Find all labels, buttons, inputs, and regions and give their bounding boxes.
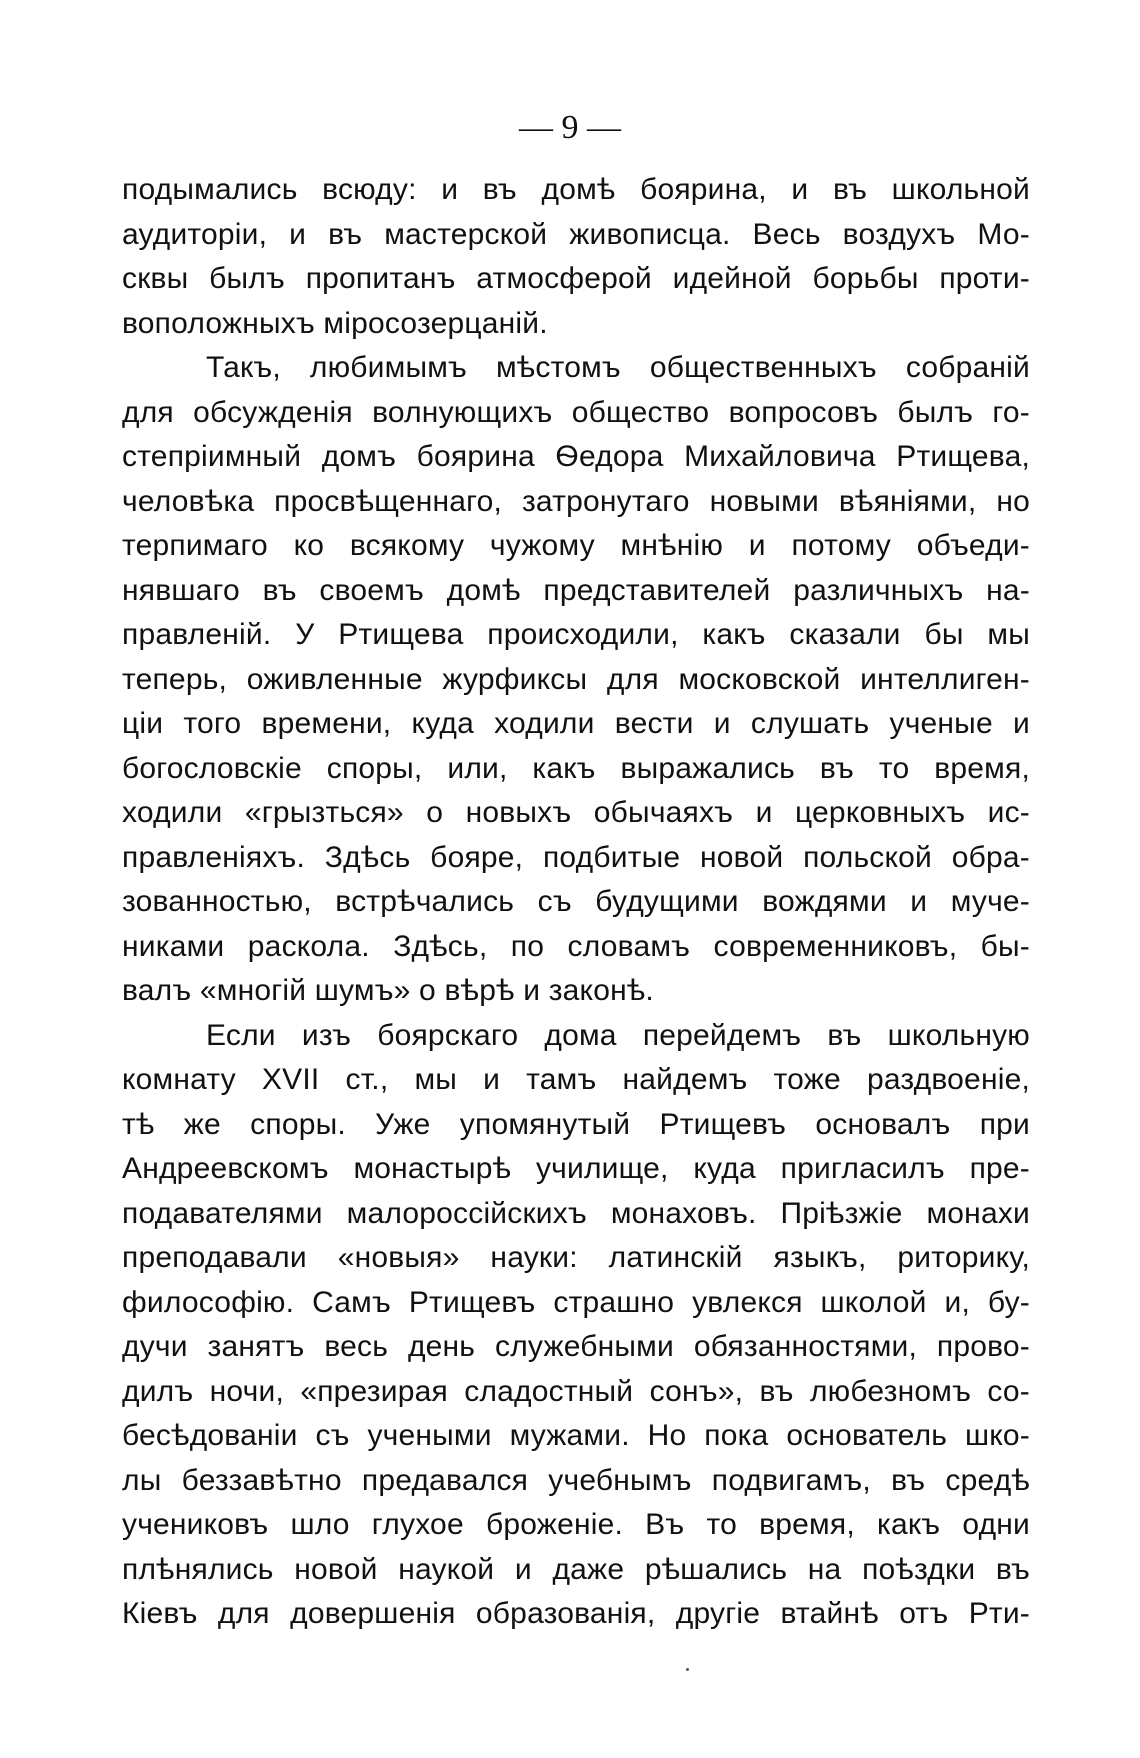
page-number: — 9 — xyxy=(519,109,621,146)
text-line: воположныхъ міросозерцаній. xyxy=(122,306,548,340)
text-line: нявшаго въ своемъ домѣ представителей различныхъ на- xyxy=(122,573,1030,607)
text-line: подавателями малороссійскихъ монаховъ. Пріѣзжіе монахи xyxy=(122,1196,1030,1230)
text-line: учениковъ шло глухое броженіе. Въ то время, какъ одни xyxy=(122,1508,1030,1541)
body-text xyxy=(122,168,1030,1637)
text-line: для обсужденія волнующихъ общество вопросовъ былъ го- xyxy=(122,395,1030,429)
text-line: ціи того времени, куда ходили вести и слушать ученые и xyxy=(122,707,1030,740)
text-line: лы беззавѣтно предавался учебнымъ подвигамъ, въ средѣ xyxy=(122,1463,1030,1497)
text-line: никами раскола. Здѣсь, по словамъ современниковъ, бы- xyxy=(122,929,1030,963)
text-line: плѣнялись новой наукой и даже рѣшались на поѣздки въ xyxy=(122,1552,1030,1586)
text-line: философію. Самъ Ртищевъ страшно увлекся школой и, бу- xyxy=(122,1285,1030,1319)
text-line: дилъ ночи, «презирая сладостный сонъ», въ любезномъ со- xyxy=(122,1374,1030,1408)
text-line: теперь, оживленные журфиксы для московской интеллиген- xyxy=(122,662,1030,696)
text-line: преподавали «новыя» науки: латинскій языкъ, риторику, xyxy=(122,1241,1030,1274)
text-line: дучи занятъ весь день служебными обязанностями, прово- xyxy=(122,1330,1030,1363)
text-line: тѣ же споры. Уже упомянутый Ртищевъ основалъ при xyxy=(122,1107,1030,1141)
text-line: правленіяхъ. Здѣсь бояре, подбитые новой польской обра- xyxy=(122,840,1030,874)
text-line: человѣка просвѣщеннаго, затронутаго новыми вѣяніями, но xyxy=(122,484,1030,518)
text-line: аудиторіи, и въ мастерской живописца. Весь воздухъ Мо- xyxy=(122,217,1030,251)
text-line: Кіевъ для довершенія образованія, другіе втайнѣ отъ Рти- xyxy=(122,1597,1030,1630)
paper-speck xyxy=(686,1668,689,1671)
text-line: Андреевскомъ монастырѣ училище, куда пригласилъ пре- xyxy=(122,1152,1030,1185)
text-line: подымались всюду: и въ домѣ боярина, и въ школьной xyxy=(122,173,1030,206)
text-line: валъ «многій шумъ» о вѣрѣ и законѣ. xyxy=(122,974,654,1007)
text-line: сквы былъ пропитанъ атмосферой идейной борьбы проти- xyxy=(122,262,1030,295)
text-line: бесѣдованіи съ учеными мужами. Но пока основатель шко- xyxy=(122,1419,1030,1452)
text-line: степріимный домъ боярина Ѳедора Михайловича Ртищева, xyxy=(122,440,1030,473)
text-line: комнату XVII ст., мы и тамъ найдемъ тоже раздвоеніе, xyxy=(122,1063,1030,1096)
paragraph-start-line: Если изъ боярскаго дома перейдемъ въ школьную xyxy=(206,1018,1030,1052)
text-line: ходили «грызться» о новыхъ обычаяхъ и церковныхъ ис- xyxy=(122,796,1030,829)
text-line: зованностью, встрѣчались съ будущими вождями и муче- xyxy=(122,885,1030,918)
text-line: терпимаго ко всякому чужому мнѣнію и потому объеди- xyxy=(122,529,1030,562)
text-line: правленій. У Ртищева происходили, какъ сказали бы мы xyxy=(122,618,1030,651)
text-line: богословскіе споры, или, какъ выражались въ то время, xyxy=(122,751,1030,785)
paragraph-start-line: Такъ, любимымъ мѣстомъ общественныхъ собраній xyxy=(206,351,1030,384)
